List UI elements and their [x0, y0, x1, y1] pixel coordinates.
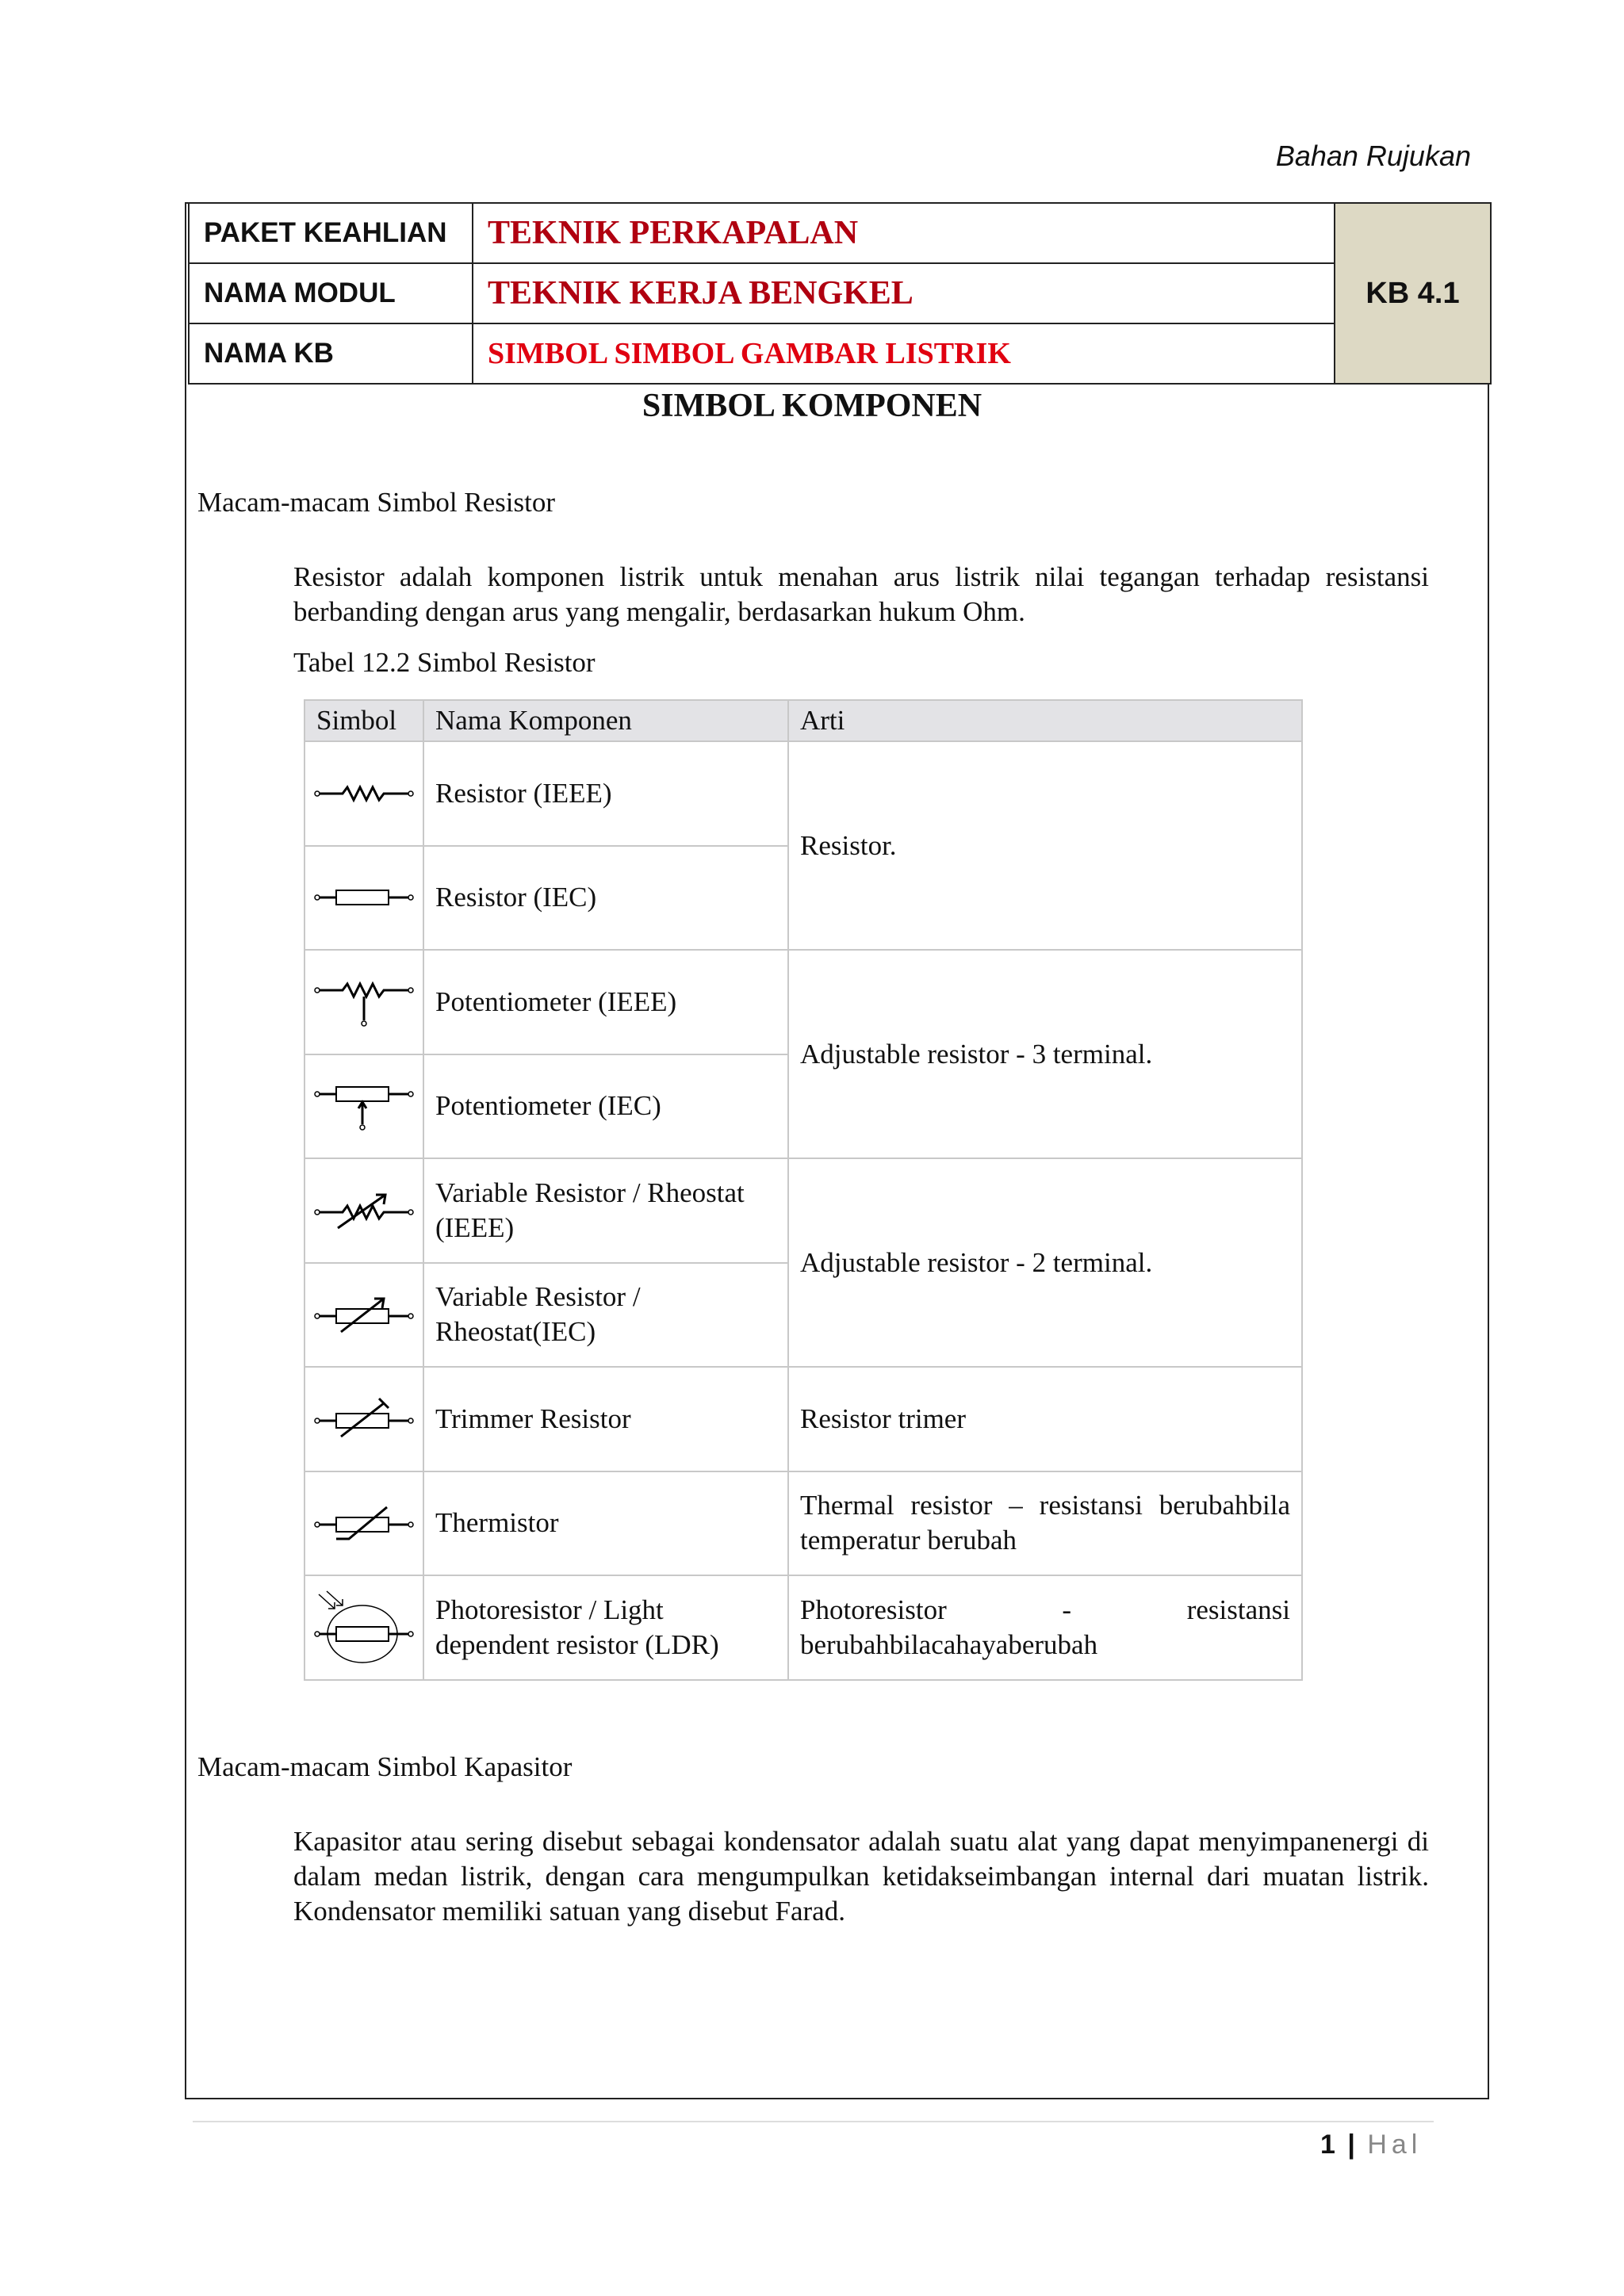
kb-code: KB 4.1 [1335, 203, 1491, 384]
component-meaning: Adjustable resistor - 2 terminal. [788, 1158, 1302, 1367]
header-reference: Bahan Rujukan [1275, 140, 1471, 172]
variable-resistor-iec-icon [304, 1263, 423, 1368]
resistor-iec-icon [304, 846, 423, 951]
section-heading-resistor: Macam-macam Simbol Resistor [197, 487, 556, 518]
value-kb: SIMBOL SIMBOL GAMBAR LISTRIK [473, 323, 1335, 384]
label-paket: PAKET KEAHLIAN [189, 203, 473, 263]
trimmer-resistor-icon [304, 1367, 423, 1471]
page-num: 1 [1320, 2130, 1335, 2160]
component-name: Photoresistor / Light dependent resistor (LDR) [423, 1575, 788, 1680]
potentiometer-ieee-icon [304, 950, 423, 1054]
resistor-ieee-icon [304, 741, 423, 846]
component-name: Thermistor [423, 1471, 788, 1576]
component-meaning: Resistor. [788, 741, 1302, 950]
component-meaning: Photoresistor - resistansi berubahbilacahayaberubah [788, 1575, 1302, 1680]
label-modul: NAMA MODUL [189, 263, 473, 323]
variable-resistor-ieee-icon [304, 1158, 423, 1263]
component-meaning: Adjustable resistor - 3 terminal. [788, 950, 1302, 1158]
col-name: Nama Komponen [423, 700, 788, 741]
resistor-paragraph: Resistor adalah komponen listrik untuk menahan arus listrik nilai tegangan terhadap resistansi berbanding dengan arus yang mengalir, berdasarkan hukum Ohm. [293, 561, 1429, 627]
resistor-symbol-table [304, 699, 1303, 1681]
table-row [304, 950, 1302, 1054]
table-header-row [304, 700, 1302, 741]
table-row [304, 1367, 1302, 1471]
table-row [304, 1575, 1302, 1680]
page-number [1320, 2130, 1422, 2160]
page-sep: | [1347, 2130, 1355, 2160]
component-name: Potentiometer (IEEE) [423, 950, 788, 1054]
table-row [304, 1471, 1302, 1576]
table-row [304, 1158, 1302, 1263]
page-title: SIMBOL KOMPONEN [642, 388, 982, 424]
component-name: Variable Resistor / Rheostat (IEEE) [423, 1158, 788, 1263]
value-modul: TEKNIK KERJA BENGKEL [473, 263, 1335, 323]
col-meaning: Arti [788, 700, 1302, 741]
col-symbol: Simbol [304, 700, 423, 741]
component-name: Resistor (IEEE) [423, 741, 788, 846]
value-paket: TEKNIK PERKAPALAN [473, 203, 1335, 263]
label-kb: NAMA KB [189, 323, 473, 384]
photoresistor-icon [304, 1575, 423, 1680]
component-name: Potentiometer (IEC) [423, 1054, 788, 1159]
potentiometer-iec-icon [304, 1054, 423, 1159]
component-name: Variable Resistor / Rheostat(IEC) [423, 1263, 788, 1368]
footer-divider [193, 2121, 1434, 2122]
thermistor-icon [304, 1471, 423, 1576]
component-name: Resistor (IEC) [423, 846, 788, 951]
page-label: Hal [1367, 2130, 1423, 2160]
component-meaning: Resistor trimer [788, 1367, 1302, 1471]
capacitor-paragraph: Kapasitor atau sering disebut sebagai kondensator adalah suatu alat yang dapat menyimpanenergi di dalam medan listrik, dengan cara mengumpulkan ketidakseimbangan internal dari muatan listrik. Kondensator memiliki satuan yang disebut Farad. [293, 1826, 1429, 1927]
component-name: Trimmer Resistor [423, 1367, 788, 1471]
component-meaning: Thermal resistor – resistansi berubahbila temperatur berubah [788, 1471, 1302, 1576]
section-heading-capacitor: Macam-macam Simbol Kapasitor [197, 1751, 573, 1782]
table-caption: Tabel 12.2 Simbol Resistor [293, 647, 596, 678]
info-table [188, 202, 1492, 385]
table-row [304, 741, 1302, 846]
